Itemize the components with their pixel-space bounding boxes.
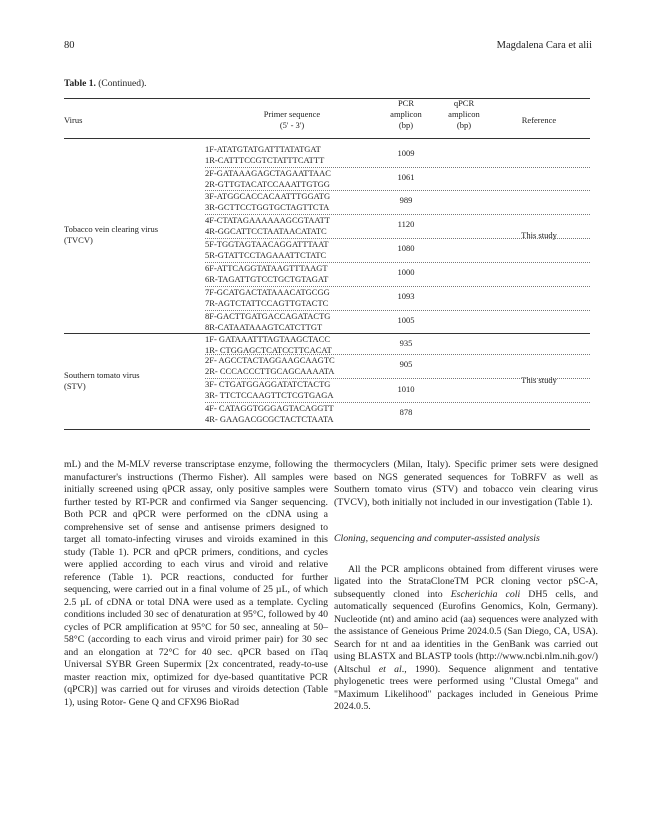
primer-row: [205, 355, 590, 379]
reference-tvcv: This study: [521, 230, 557, 240]
reverse-primer: 5R-GTATTCCTAGAAATTCTATC: [205, 250, 327, 260]
running-head: Magdalena Cara et alii: [496, 40, 592, 51]
pcr-amplicon-size: 989: [399, 195, 413, 205]
reverse-primer: 8R-CATAATAAAGTCATCTTGT: [205, 322, 323, 332]
species-name: Escherichia coli: [450, 588, 521, 600]
primer-row: [205, 191, 590, 215]
reverse-primer: 6R-TAGATTGTCCTGCTGTAGAT: [205, 274, 329, 284]
forward-primer: 2F-GATAAAGAGCTAGAATTAAC: [205, 168, 331, 178]
reference-stv: This study: [521, 375, 557, 385]
header-qpcr-amplicon: [436, 98, 492, 131]
forward-primer: 4F- CATAGGTGGGAGTACAGGTT: [205, 403, 334, 413]
header-pcr-amplicon: [376, 98, 436, 131]
et-al: et al: [378, 663, 402, 675]
pcr-amplicon-size: 1000: [397, 267, 415, 277]
cloning-paragraph: [334, 564, 598, 714]
forward-primer: 1F-ATATGTATGATTTATATGAT: [205, 144, 321, 154]
forward-primer: 1F- GATAAATTTAGTAAGCTACC: [205, 334, 331, 344]
table-caption-label: Table 1.: [64, 79, 96, 89]
methods-paragraph: mL) and the M-MLV reverse transcriptase enzyme, following the manufacturer's instructions (Thermo Fisher). All samples were initially screened using qPCR assay, only positive samples were further tested by RT-PCR and confirmed via Sanger sequencing. Both PCR and qPCR were performed on the cDNA using a comprehensive set of sense and antisense primers designed to target all tomato-infecting viruses and viroids examined in this study (Table 1). PCR and qPCR primers, conditions, and cycles were applied according to each virus and viroid and relative reference (Table 1). PCR reactions, conducted for further sequencing, were carried out in a final volume of 25 µL, of which 2.5 µL of cDNA or total DNA were used as a template. Cycling conditions included 30 sec of denaturation at 95°C, followed by 40 cycles of PCR amplification at 95°C for 50 sec, annealing at 50–58°C (according to each virus and viroid primer pair) for 30 sec and an elongation at 72°C for 40 sec. qPCR based on iTaq Universal SYBR Green Supermix [2x concentrated, ready-to-use master reaction mix, optimized for dye-based quantitative PCR (qPCR)] was carried out for viruses and viroids detection (Table 1), using Rotor- Gene Q and CFX96 BioRad: [64, 459, 328, 708]
header-pcr-line3: (bp): [398, 120, 414, 130]
pcr-amplicon-size: 935: [399, 338, 413, 348]
forward-primer: 3F-ATGGCACCACAATTTGGATG: [205, 191, 331, 201]
reverse-primer: 2R- CCCACCCTTGCAGCAAAATA: [205, 366, 335, 376]
primer-pair: [205, 334, 332, 356]
forward-primer: 8F-GACTTGATGACCAGATACTG: [205, 311, 331, 321]
header-primer-line2: (5' - 3'): [279, 120, 305, 130]
primer-row: [205, 263, 590, 287]
primer-row: [205, 215, 590, 239]
primer-row: [205, 239, 590, 263]
primer-row: [205, 311, 590, 335]
table-header-rule: [64, 138, 590, 139]
reverse-primer: 2R-GTTGTACATCCAAATTGTGG: [205, 179, 330, 189]
primer-pair: [205, 379, 334, 401]
header-qpcr-line2: amplicon: [448, 109, 480, 119]
cloning-text-a: All the PCR amplicons obtained from different viruses were ligated into the StrataCloneTM PCR cloning vector pSC-A, subsequently cloned into: [334, 563, 598, 600]
table-bottom-rule: [64, 429, 590, 430]
primer-row: [205, 168, 590, 191]
forward-primer: 4F-CTATAGAAAAAAGCGTAATT: [205, 215, 330, 225]
primer-row: [205, 144, 590, 168]
primer-pair: [205, 355, 335, 377]
section-subheading: Cloning, sequencing and computer-assisted analysis: [334, 533, 540, 544]
table-caption: [64, 79, 147, 89]
forward-primer: 7F-GCATGACTATAAACATGCGG: [205, 287, 330, 297]
pcr-amplicon-size: 1061: [397, 172, 415, 182]
left-column: [64, 459, 328, 709]
reverse-primer: 7R-AGTCTATTCCAGTTGTACTC: [205, 298, 329, 308]
table-top-rule: [64, 98, 590, 99]
primer-row: [205, 287, 590, 311]
right-column: [334, 459, 598, 714]
virus-name-tvcv: [64, 224, 158, 246]
primer-pair: [205, 239, 329, 261]
page-header: [64, 40, 592, 56]
pcr-amplicon-size: 1093: [397, 291, 415, 301]
virus-name-line1: Tobacco vein clearing virus: [64, 224, 159, 234]
methods-paragraph-continued: thermocyclers (Milan, Italy). Specific primer sets were designed based on NGS generated sequences for ToBRFV as well as Southern tomato virus (STV) and tobacco vein clearing virus (TVCV), both initially not included in our investigation (Table 1).: [334, 459, 598, 508]
primer-row: [205, 379, 590, 403]
primer-row: [205, 334, 590, 355]
cloning-text-c: ., 1990). Sequence alignment and tentative phylogenetic trees were performed using "Clustal Omega" and "Maximum Likelihood" packages included in Geneious Prime 2024.0.5.: [334, 663, 598, 712]
reverse-primer: 4R- GAAGACGCGCTACTCTAATA: [205, 414, 334, 424]
header-primer-line1: Primer sequence: [263, 109, 321, 119]
reverse-primer: 1R-CATTTCCGTCTATTTCATTT: [205, 155, 325, 165]
header-virus: Virus: [64, 115, 83, 125]
primer-pair: [205, 263, 328, 285]
virus-name-line1: Southern tomato virus: [64, 370, 140, 380]
header-qpcr-line3: (bp): [456, 120, 472, 130]
header-pcr-line1: PCR: [397, 98, 415, 108]
pcr-amplicon-size: 905: [399, 359, 413, 369]
forward-primer: 3F- CTGATGGAGGATATCTACTG: [205, 379, 331, 389]
forward-primer: 2F- AGCCTACTAGGAAGCAAGTC: [205, 355, 335, 365]
header-qpcr-line1: qPCR: [453, 98, 475, 108]
reverse-primer: 3R- TTCTCCAAGTTCTCGTGAGA: [205, 390, 334, 400]
virus-name-stv: [64, 370, 140, 392]
header-reference: Reference: [521, 115, 557, 125]
primer-pair: [205, 191, 330, 213]
cloning-text-b: DH5 cells, and automatically sequenced (Eurofins Genomics, Koln, Germany). Nucleotide (nt) and amino acid (aa) sequences were analyzed with the assistance of Geneious Prime 2024.0.5 (San Diego, CA, USA). Search for nt and aa identities in the GenBank was carried out using BLASTX and BLASTP tools (http://www.ncbi.nlm.nih.gov/) (Altschul: [334, 588, 598, 675]
table-caption-text: (Continued).: [95, 79, 147, 89]
primer-pair: [205, 168, 331, 190]
virus-name-line2: (STV): [64, 381, 86, 391]
header-primer-sequence: [232, 109, 352, 131]
reverse-primer: 1R- CTGGAGCTCATCCTTCACAT: [205, 345, 332, 355]
pcr-amplicon-size: 1120: [397, 219, 415, 229]
header-pcr-line2: amplicon: [390, 109, 422, 119]
primer-pair: [205, 287, 330, 309]
forward-primer: 5F-TGGTAGTAACAGGATTTAAT: [205, 239, 329, 249]
primer-pair: [205, 403, 334, 425]
pcr-amplicon-size: 878: [399, 407, 413, 417]
pcr-amplicon-size: 1080: [397, 243, 415, 253]
pcr-amplicon-size: 1010: [397, 384, 415, 394]
primer-pair: [205, 144, 324, 166]
primer-row: [205, 403, 590, 427]
forward-primer: 6F-ATTCAGGTATAAGTTTAAGT: [205, 263, 328, 273]
reverse-primer: 4R-GGCATTCCTAATAACATATC: [205, 226, 327, 236]
virus-name-line2: (TVCV): [64, 235, 93, 245]
primer-pair: [205, 215, 330, 237]
primer-pair: [205, 311, 330, 333]
pcr-amplicon-size: 1005: [397, 315, 415, 325]
reverse-primer: 3R-GCTTCCTGGTGCTAGTTCTA: [205, 202, 330, 212]
pcr-amplicon-size: 1009: [397, 148, 415, 158]
page-number: 80: [64, 40, 75, 51]
